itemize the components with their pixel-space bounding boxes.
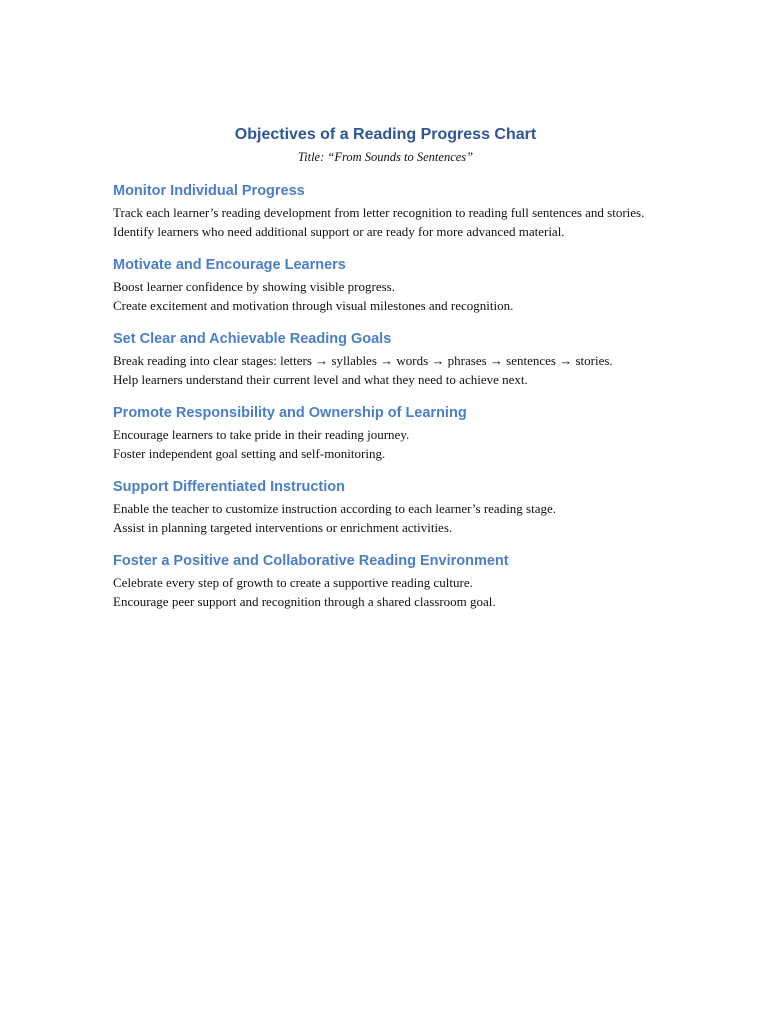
section-text: Encourage peer support and recognition through a shared classroom goal.: [113, 594, 496, 609]
section-text: Boost learner confidence by showing visible progress.: [113, 279, 395, 294]
section-text: Foster independent goal setting and self-monitoring.: [113, 446, 386, 461]
section-text: Assist in planning targeted interventions or enrichment activities.: [113, 520, 453, 535]
document-subtitle: Title: “From Sounds to Sentences”: [297, 150, 474, 164]
section-text: Track each learner’s reading development from letter recognition to reading full sentences and stories.: [113, 205, 645, 220]
section-text: Celebrate every step of growth to create a supportive reading culture.: [113, 575, 473, 590]
section-heading: Support Differentiated Instruction: [113, 479, 345, 495]
section-heading: Motivate and Encourage Learners: [113, 257, 346, 273]
section-heading: Foster a Positive and Collaborative Reading Environment: [113, 553, 509, 569]
section-text: Identify learners who need additional support or are ready for more advanced material.: [113, 224, 565, 239]
document-title: Objectives of a Reading Progress Chart: [234, 126, 537, 143]
section-collaborative-environment: [113, 551, 658, 611]
section-heading: Promote Responsibility and Ownership of Learning: [113, 405, 467, 421]
section-motivate-learners: [113, 255, 658, 315]
section-text: Help learners understand their current level and what they need to achieve next.: [113, 372, 528, 387]
section-monitor-progress: [113, 181, 658, 241]
section-heading: Monitor Individual Progress: [113, 183, 305, 199]
section-differentiated-instruction: [113, 477, 658, 537]
section-text: Encourage learners to take pride in their reading journey.: [113, 427, 410, 442]
section-reading-goals: [113, 329, 658, 389]
section-heading: Set Clear and Achievable Reading Goals: [113, 331, 392, 347]
section-text: Create excitement and motivation through visual milestones and recognition.: [113, 298, 514, 313]
section-responsibility-ownership: [113, 403, 658, 463]
section-text: Enable the teacher to customize instruction according to each learner’s reading stage.: [113, 501, 557, 516]
section-text: Break reading into clear stages: letters → syllables → words → phrases → sentences → stories.: [113, 353, 613, 368]
document-body: [113, 124, 658, 611]
